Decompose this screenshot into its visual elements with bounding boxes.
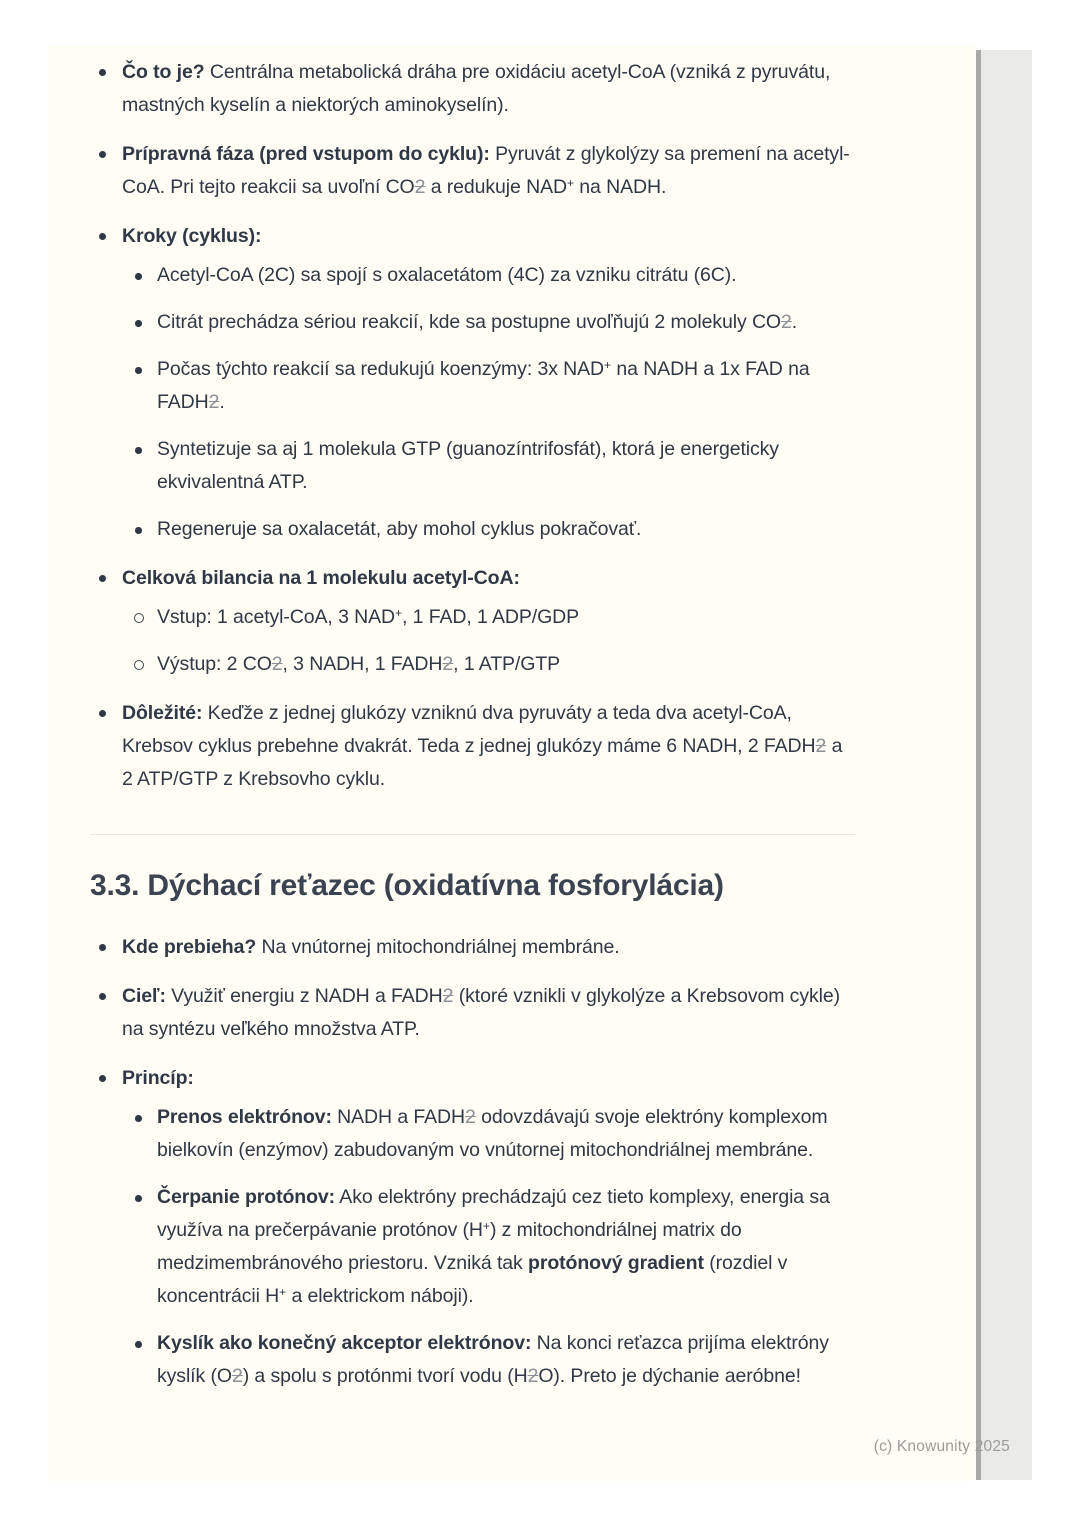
- section-heading: 3.3. Dýchací reťazec (oxidatívna fosforylácia): [90, 869, 724, 902]
- sub-list: [127, 259, 855, 546]
- plain-text: Na vnútornej mitochondriálnej membráne.: [256, 936, 620, 958]
- struck-subscript-text: 2: [414, 176, 426, 198]
- list-item-text: [157, 601, 855, 634]
- plain-text: odovzdávajú svoje elektróny komplexom bielkovín (enzýmov) zabudovaným vo vnútornej mitochondriálnej membráne.: [157, 1106, 828, 1161]
- superscript-text: +: [395, 606, 403, 620]
- bold-text: Princíp:: [122, 1067, 194, 1089]
- list-item: [127, 306, 855, 339]
- list-item-text: [157, 513, 855, 546]
- plain-text: , 1 ATP/GTP: [453, 653, 561, 675]
- list-item-text: [157, 1181, 855, 1313]
- section-2-list: [90, 931, 855, 1393]
- list-item-text: [157, 259, 855, 292]
- list-item-body: [157, 1181, 855, 1313]
- list-item-body: [122, 562, 855, 681]
- list-item: [127, 601, 855, 634]
- plain-text: (rozdiel v koncentrácii H: [157, 1252, 788, 1307]
- list-item: [127, 513, 855, 546]
- list-item-text: [157, 1327, 855, 1393]
- plain-text: Ako elektróny prechádzajú cez tieto komplexy, energia sa využíva na prečerpávanie protónov (H: [157, 1186, 830, 1241]
- sub-list: [127, 601, 855, 681]
- adjacent-page-edge: [976, 50, 1032, 1480]
- bullet-marker-icon: [135, 1341, 142, 1348]
- bullet-marker-icon: [99, 944, 106, 951]
- plain-text: , 1 FAD, 1 ADP/GDP: [402, 606, 580, 628]
- list-item-body: [157, 306, 855, 339]
- list-item-text: [122, 562, 855, 595]
- struck-subscript-text: 2: [231, 1365, 243, 1387]
- list-item-body: [122, 980, 855, 1046]
- list-item-text: [122, 138, 855, 204]
- bold-text: Celková bilancia na 1 molekulu acetyl-CoA:: [122, 567, 520, 589]
- list-item-body: [157, 1327, 855, 1393]
- list-item: [127, 648, 855, 681]
- bullet-marker-icon: [135, 273, 142, 280]
- plain-text: NADH a FADH: [331, 1106, 466, 1128]
- plain-text: a redukuje NAD: [425, 176, 567, 198]
- list-item: [90, 138, 855, 204]
- struck-subscript-text: 2: [465, 1106, 476, 1128]
- bold-text: Prenos elektrónov:: [157, 1106, 332, 1128]
- plain-text: na NADH.: [573, 176, 667, 198]
- list-item-text: [157, 1101, 855, 1167]
- list-item-body: [122, 931, 855, 964]
- struck-subscript-text: 2: [271, 653, 283, 675]
- list-item-text: [157, 433, 855, 499]
- plain-text: Centrálna metabolická dráha pre oxidáciu acetyl-CoA (vzniká z pyruvátu, mastných kyselín a niektorých aminokyselín).: [122, 61, 831, 116]
- list-item: [90, 697, 855, 796]
- plain-text: na NADH a 1x FAD na FADH: [157, 358, 810, 413]
- bullet-marker-icon: [135, 320, 142, 327]
- list-item-body: [157, 353, 855, 419]
- bold-text: Čerpanie protónov:: [157, 1186, 336, 1208]
- struck-subscript-text: 2: [208, 391, 220, 413]
- list-item: [90, 562, 855, 681]
- plain-text: ) z mitochondriálnej matrix do medzimembránového priestoru. Vzniká tak: [157, 1219, 742, 1274]
- plain-text: a elektrickom náboji).: [286, 1285, 474, 1307]
- list-item-body: [157, 259, 855, 292]
- list-item-body: [122, 56, 855, 122]
- bold-text: Kyslík ako konečný akceptor elektrónov:: [157, 1332, 532, 1354]
- plain-text: Počas týchto reakcií sa redukujú koenzýmy: 3x NAD: [157, 358, 605, 380]
- bullet-marker-icon: [134, 613, 144, 623]
- list-item: [127, 259, 855, 292]
- bold-text: Cieľ:: [122, 985, 166, 1007]
- list-item: [127, 353, 855, 419]
- bullet-marker-icon: [99, 151, 106, 158]
- bold-text: Prípravná fáza (pred vstupom do cyklu):: [122, 143, 490, 165]
- list-item: [90, 931, 855, 964]
- list-item-text: [157, 353, 855, 419]
- plain-text: Pyruvát z glykolýzy sa premení na acetyl-CoA. Pri tejto reakcii sa uvoľní CO: [122, 143, 850, 198]
- struck-subscript-text: 2: [815, 735, 827, 757]
- superscript-text: +: [482, 1219, 490, 1233]
- bold-text: Kroky (cyklus):: [122, 225, 262, 247]
- plain-text: Syntetizuje sa aj 1 molekula GTP (guanozíntrifosfát), ktorá je energeticky ekvivalentná ATP.: [157, 438, 779, 493]
- bullet-marker-icon: [135, 527, 142, 534]
- struck-subscript-text: 2: [781, 311, 792, 333]
- list-item-text: [122, 1062, 855, 1095]
- plain-text: Acetyl-CoA (2C) sa spojí s oxalacetátom (4C) za vzniku citrátu (6C).: [157, 264, 737, 286]
- plain-text: (ktoré vznikli v glykolýze a Krebsovom cykle) na syntézu veľkého množstva ATP.: [122, 985, 841, 1040]
- document-page: [48, 46, 975, 1481]
- bold-text: Dôležité:: [122, 702, 203, 724]
- list-item-text: [157, 306, 855, 339]
- bullet-marker-icon: [135, 1115, 142, 1122]
- bullet-marker-icon: [99, 233, 106, 240]
- list-item-body: [157, 1101, 855, 1167]
- plain-text: .: [219, 391, 225, 413]
- plain-text: O). Preto je dýchanie aeróbne!: [538, 1365, 801, 1387]
- list-item: [90, 56, 855, 122]
- bullet-marker-icon: [99, 575, 106, 582]
- struck-subscript-text: 2: [527, 1365, 539, 1387]
- list-item-body: [157, 601, 855, 634]
- bullet-marker-icon: [135, 367, 142, 374]
- list-item-body: [122, 697, 855, 796]
- list-item-body: [122, 1062, 855, 1393]
- list-item: [127, 1327, 855, 1393]
- list-item-body: [157, 513, 855, 546]
- sub-list: [127, 1101, 855, 1393]
- plain-text: Na konci reťazca prijíma elektróny kyslík (O: [157, 1332, 829, 1387]
- section-divider: [90, 834, 855, 835]
- plain-text: Využiť energiu z NADH a FADH: [165, 985, 443, 1007]
- plain-text: Keďže z jednej glukózy vzniknú dva pyruváty a teda dva acetyl-CoA, Krebsov cyklus prebehne dvakrát. Teda z jednej glukózy máme 6 NADH, 2 FADH: [122, 702, 816, 757]
- bullet-marker-icon: [135, 1195, 142, 1202]
- section-1-list: [90, 56, 855, 796]
- list-item: [127, 1181, 855, 1313]
- plain-text: Regeneruje sa oxalacetát, aby mohol cyklus pokračovať.: [157, 518, 642, 540]
- list-item-body: [157, 648, 855, 681]
- list-item: [90, 1062, 855, 1393]
- copyright-footer: (c) Knowunity 2025: [873, 1438, 1010, 1455]
- superscript-text: +: [279, 1285, 287, 1299]
- bold-text: Kde prebieha?: [122, 936, 257, 958]
- list-item-text: [122, 980, 855, 1046]
- plain-text: Citrát prechádza sériou reakcií, kde sa postupne uvoľňujú 2 molekuly CO: [157, 311, 781, 333]
- bold-text: protónový gradient: [528, 1252, 704, 1274]
- bold-text: Čo to je?: [122, 61, 205, 83]
- bullet-marker-icon: [99, 1075, 106, 1082]
- plain-text: Vstup: 1 acetyl-CoA, 3 NAD: [157, 606, 395, 628]
- bullet-marker-icon: [99, 710, 106, 717]
- struck-subscript-text: 2: [442, 653, 454, 675]
- list-item-body: [122, 220, 855, 546]
- list-item: [90, 980, 855, 1046]
- bullet-marker-icon: [134, 660, 144, 670]
- superscript-text: +: [566, 176, 574, 190]
- superscript-text: +: [604, 358, 612, 372]
- list-item-body: [122, 138, 855, 204]
- list-item: [90, 220, 855, 546]
- plain-text: ) a spolu s protónmi tvorí vodu (H: [242, 1365, 528, 1387]
- list-item-text: [122, 220, 855, 253]
- list-item-body: [157, 433, 855, 499]
- list-item-text: [122, 697, 855, 796]
- list-item: [127, 433, 855, 499]
- list-item: [127, 1101, 855, 1167]
- plain-text: .: [791, 311, 798, 333]
- plain-text: Výstup: 2 CO: [157, 653, 272, 675]
- list-item-text: [122, 931, 855, 964]
- plain-text: , 3 NADH, 1 FADH: [282, 653, 443, 675]
- bullet-marker-icon: [135, 447, 142, 454]
- bullet-marker-icon: [99, 69, 106, 76]
- struck-subscript-text: 2: [442, 985, 454, 1007]
- plain-text: a 2 ATP/GTP z Krebsovho cyklu.: [122, 735, 843, 790]
- list-item-text: [122, 56, 855, 122]
- list-item-text: [157, 648, 855, 681]
- bullet-marker-icon: [99, 993, 106, 1000]
- document-content: [90, 56, 855, 1393]
